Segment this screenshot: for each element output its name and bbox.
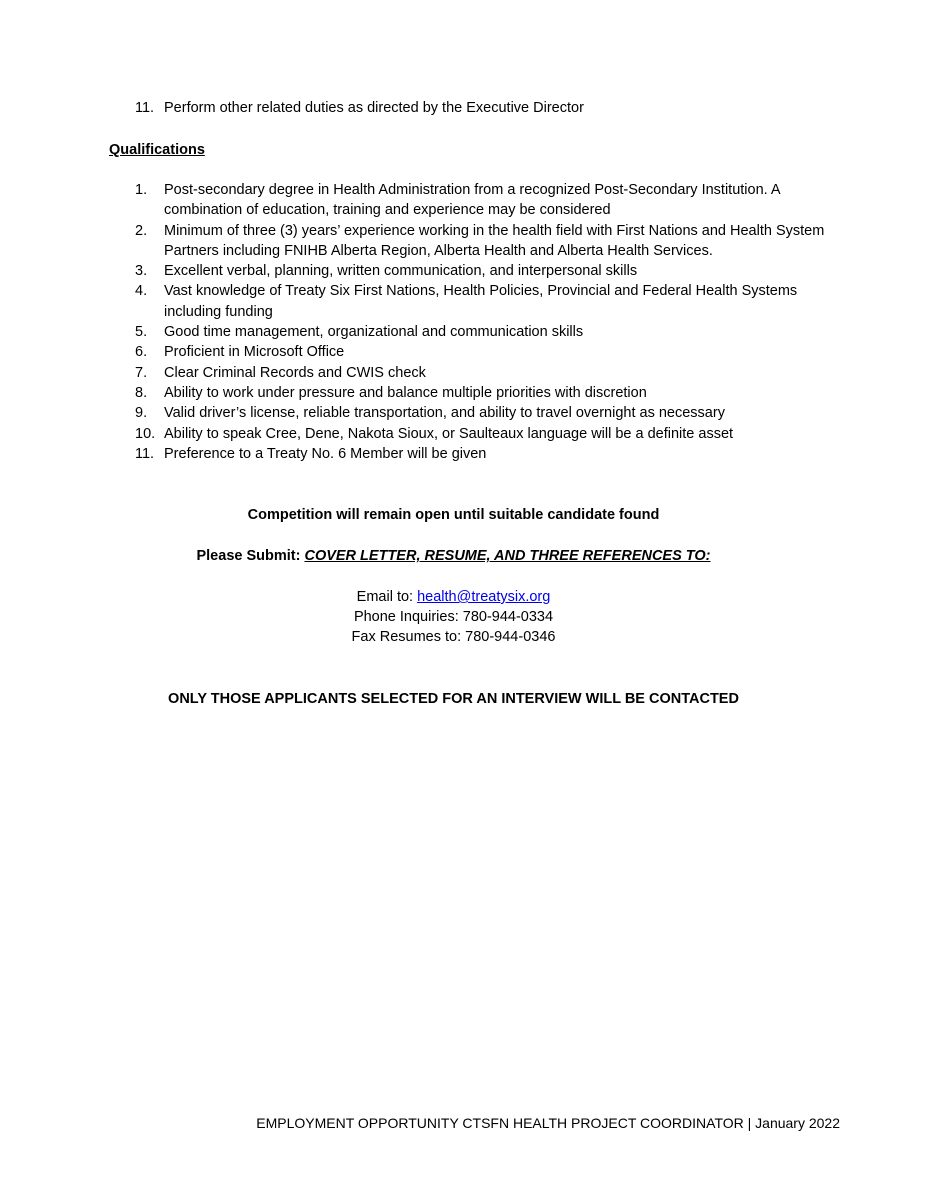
list-item [135, 363, 835, 383]
list-item-text: Preference to a Treaty No. 6 Member will be given [164, 445, 487, 462]
list-item [135, 383, 835, 403]
list-item-number: 3. [135, 263, 148, 280]
list-item-number: 10. [135, 425, 156, 442]
list-item-text: Ability to work under pressure and balance multiple priorities with discretion [164, 384, 647, 401]
list-item-text: Minimum of three (3) years’ experience working in the health field with First Nations and Health System Partners including FNIHB Alberta Region, Alberta Health and Alberta Health Services. [164, 222, 825, 259]
list-item-number: 8. [135, 384, 148, 401]
list-item-text: Post-secondary degree in Health Administration from a recognized Post-Secondary Institution. A combination of education, training and experience may be considered [164, 182, 780, 219]
list-item-text: Good time management, organizational and communication skills [164, 324, 584, 341]
list-item [135, 342, 835, 362]
list-item-text: Perform other related duties as directed by the Executive Director [164, 100, 584, 116]
list-item-number: 11. [135, 100, 155, 116]
list-item [135, 180, 835, 221]
list-item [135, 322, 835, 342]
qualifications-heading: Qualifications [109, 142, 205, 158]
list-item-number: 11. [135, 445, 155, 462]
qualifications-list [135, 180, 835, 464]
fax-line: Fax Resumes to: 780-944-0346 [351, 629, 556, 645]
list-item [135, 444, 835, 464]
list-item-number: 6. [135, 344, 148, 361]
list-item [135, 403, 835, 423]
list-item-number: 2. [135, 222, 148, 239]
list-item-number: 1. [135, 182, 148, 198]
list-item-text: Clear Criminal Records and CWIS check [164, 364, 426, 381]
list-item-text: Valid driver’s license, reliable transportation, and ability to travel overnight as necessary [164, 405, 725, 422]
list-item-text: Vast knowledge of Treaty Six First Nations, Health Policies, Provincial and Federal Health Systems including funding [164, 283, 798, 320]
list-item-number: 7. [135, 364, 148, 381]
list-item-text: Ability to speak Cree, Dene, Nakota Sioux, or Saulteaux language will be a definite asset [164, 425, 734, 442]
duties-list-continued [135, 98, 835, 118]
submit-prefix: Please Submit: [196, 548, 305, 564]
contact-notice: ONLY THOSE APPLICANTS SELECTED FOR AN INTERVIEW WILL BE CONTACTED [168, 691, 739, 707]
phone-line: Phone Inquiries: 780-944-0334 [353, 609, 554, 625]
email-link[interactable]: health@treatysix.org [417, 589, 551, 605]
page-footer: EMPLOYMENT OPPORTUNITY CTSFN HEALTH PROJECT COORDINATOR | January 2022 [256, 1115, 840, 1131]
list-item-number: 9. [135, 405, 148, 422]
list-item-text: Proficient in Microsoft Office [164, 344, 345, 361]
list-item-number: 4. [135, 283, 148, 300]
list-item [135, 281, 835, 322]
email-label: Email to: [356, 589, 418, 605]
list-item [135, 424, 835, 444]
competition-note: Competition will remain open until suitable candidate found [247, 507, 660, 523]
list-item [135, 221, 835, 262]
list-item-text: Excellent verbal, planning, written communication, and interpersonal skills [164, 263, 638, 280]
list-item [135, 98, 835, 118]
list-item [135, 261, 835, 281]
submit-instructions [0, 546, 907, 566]
submit-emphasis: COVER LETTER, RESUME, AND THREE REFERENCES TO: [304, 548, 711, 564]
email-line [0, 587, 907, 607]
list-item-number: 5. [135, 324, 148, 341]
